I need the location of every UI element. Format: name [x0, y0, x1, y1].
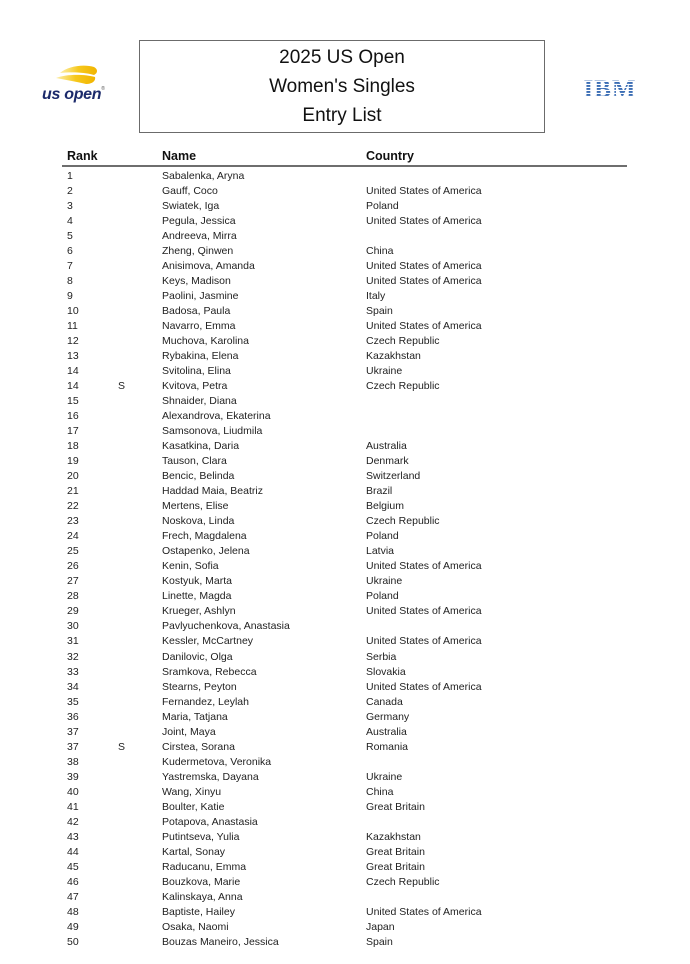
title-event: 2025 US Open	[279, 47, 405, 68]
rank-cell: 12	[67, 335, 79, 348]
name-cell: Maria, Tatjana	[162, 710, 228, 723]
table-row	[62, 169, 627, 184]
entry-list	[62, 169, 627, 950]
table-row	[62, 364, 627, 379]
rank-cell: 22	[67, 500, 79, 513]
table-row	[62, 770, 627, 785]
rank-cell: 37	[67, 725, 79, 738]
country-cell: Australia	[366, 725, 407, 738]
ibm-logo	[580, 76, 640, 100]
name-cell: Muchova, Karolina	[162, 335, 249, 348]
country-cell: United States of America	[366, 215, 482, 228]
name-cell: Svitolina, Elina	[162, 365, 231, 378]
name-cell: Ostapenko, Jelena	[162, 545, 250, 558]
rank-cell: 15	[67, 395, 79, 408]
rank-cell: 33	[67, 665, 79, 678]
rank-cell: 30	[67, 620, 79, 633]
rank-cell: 5	[67, 230, 73, 243]
country-cell: Slovakia	[366, 665, 406, 678]
rank-cell: 25	[67, 545, 79, 558]
rank-cell: 21	[67, 485, 79, 498]
name-cell: Yastremska, Dayana	[162, 770, 259, 783]
country-cell: China	[366, 785, 394, 798]
rank-cell: 11	[67, 320, 78, 333]
rank-cell: 48	[67, 905, 79, 918]
table-row	[62, 740, 627, 755]
name-cell: Sramkova, Rebecca	[162, 665, 257, 678]
header-rank: Rank	[67, 149, 98, 163]
us-open-logo	[42, 64, 114, 110]
country-cell: Czech Republic	[366, 335, 440, 348]
header-country: Country	[366, 149, 414, 163]
country-cell: Canada	[366, 695, 403, 708]
ibm-text: IBM	[583, 76, 637, 100]
country-cell: Czech Republic	[366, 875, 440, 888]
rank-cell: 38	[67, 755, 79, 768]
country-cell: Spain	[366, 305, 393, 318]
name-cell: Krueger, Ashlyn	[162, 605, 236, 618]
rank-cell: 14	[67, 365, 79, 378]
rank-cell: 8	[67, 275, 73, 288]
rank-cell: 47	[67, 890, 79, 903]
rank-cell: 16	[67, 410, 79, 423]
name-cell: Wang, Xinyu	[162, 785, 222, 798]
rank-cell: 26	[67, 560, 79, 573]
tennis-ball-flame-icon	[54, 64, 98, 86]
table-row	[62, 499, 627, 514]
rank-cell: 32	[67, 650, 79, 663]
country-cell: United States of America	[366, 260, 482, 273]
name-cell: Rybakina, Elena	[162, 350, 239, 363]
name-cell: Keys, Madison	[162, 275, 231, 288]
table-row	[62, 184, 627, 199]
rank-cell: 36	[67, 710, 79, 723]
name-cell: Kalinskaya, Anna	[162, 890, 243, 903]
name-cell: Samsonova, Liudmila	[162, 425, 263, 438]
table-row	[62, 710, 627, 725]
rank-cell: 13	[67, 350, 79, 363]
title-box	[139, 40, 545, 133]
name-cell: Haddad Maia, Beatriz	[162, 485, 263, 498]
name-cell: Kostyuk, Marta	[162, 575, 233, 588]
name-cell: Putintseva, Yulia	[162, 830, 240, 843]
country-cell: Poland	[366, 530, 399, 543]
name-cell: Potapova, Anastasia	[162, 815, 258, 828]
country-cell: Great Britain	[366, 800, 425, 813]
table-row	[62, 604, 627, 619]
rank-cell: 23	[67, 515, 79, 528]
name-cell: Bencic, Belinda	[162, 470, 235, 483]
country-cell: Poland	[366, 590, 399, 603]
name-cell: Boulter, Katie	[162, 800, 225, 813]
table-row	[62, 755, 627, 770]
title-list-type: Entry List	[302, 105, 382, 126]
table-row	[62, 349, 627, 364]
country-cell: Japan	[366, 920, 395, 933]
country-cell: Poland	[366, 200, 399, 213]
rank-cell: 20	[67, 470, 79, 483]
country-cell: United States of America	[366, 635, 482, 648]
table-row	[62, 935, 627, 950]
country-cell: Ukraine	[366, 365, 403, 378]
name-cell: Alexandrova, Ekaterina	[162, 410, 271, 423]
title-draw: Women's Singles	[269, 76, 415, 97]
rank-cell: 17	[67, 425, 79, 438]
country-cell: Great Britain	[366, 860, 425, 873]
country-cell: China	[366, 245, 394, 258]
country-cell: Czech Republic	[366, 515, 440, 528]
table-row	[62, 574, 627, 589]
name-cell: Frech, Magdalena	[162, 530, 247, 543]
country-cell: Kazakhstan	[366, 830, 421, 843]
rank-cell: 4	[67, 215, 73, 228]
table-row	[62, 484, 627, 499]
country-cell: United States of America	[366, 320, 482, 333]
country-cell: Kazakhstan	[366, 350, 421, 363]
table-row	[62, 650, 627, 665]
special-flag-cell: S	[118, 380, 126, 393]
table-row	[62, 800, 627, 815]
name-cell: Raducanu, Emma	[162, 860, 247, 873]
rank-cell: 24	[67, 530, 79, 543]
table-row	[62, 289, 627, 304]
table-row	[62, 905, 627, 920]
table-row	[62, 860, 627, 875]
name-cell: Cirstea, Sorana	[162, 740, 235, 753]
table-row	[62, 619, 627, 634]
table-row	[62, 634, 627, 649]
name-cell: Danilovic, Olga	[162, 650, 233, 663]
rank-cell: 37	[67, 740, 79, 753]
registered-mark: ®	[101, 86, 105, 92]
country-cell: Romania	[366, 740, 409, 753]
country-cell: Czech Republic	[366, 380, 440, 393]
rank-cell: 1	[67, 170, 73, 182]
table-row	[62, 454, 627, 469]
table-row	[62, 559, 627, 574]
table-row	[62, 845, 627, 860]
ibm-striped-logo-icon	[580, 76, 640, 100]
table-row	[62, 439, 627, 454]
table-row	[62, 379, 627, 394]
table-row	[62, 229, 627, 244]
name-cell: Kartal, Sonay	[162, 845, 226, 858]
rank-cell: 29	[67, 605, 79, 618]
rank-cell: 42	[67, 815, 79, 828]
country-cell: United States of America	[366, 605, 482, 618]
table-row	[62, 514, 627, 529]
name-cell: Pegula, Jessica	[162, 215, 236, 228]
country-cell: Italy	[366, 290, 386, 303]
name-cell: Bouzas Maneiro, Jessica	[162, 935, 279, 948]
country-cell: United States of America	[366, 185, 482, 198]
table-row	[62, 680, 627, 695]
table-row	[62, 725, 627, 740]
special-flag-cell: S	[118, 740, 126, 753]
rank-cell: 34	[67, 680, 79, 693]
name-cell: Anisimova, Amanda	[162, 260, 255, 273]
table-row	[62, 274, 627, 289]
country-cell: Spain	[366, 935, 393, 948]
country-cell: Serbia	[366, 650, 397, 663]
name-cell: Pavlyuchenkova, Anastasia	[162, 620, 290, 633]
table-row	[62, 695, 627, 710]
table-row	[62, 665, 627, 680]
country-cell: Ukraine	[366, 770, 403, 783]
table-row	[62, 394, 627, 409]
table-header	[62, 148, 627, 167]
country-cell: United States of America	[366, 680, 482, 693]
rank-cell: 2	[67, 185, 73, 198]
country-cell: Brazil	[366, 485, 393, 498]
table-row	[62, 830, 627, 845]
table-row	[62, 920, 627, 935]
rank-cell: 19	[67, 455, 79, 468]
name-cell: Sabalenka, Aryna	[162, 170, 245, 182]
rank-cell: 14	[67, 380, 79, 393]
name-cell: Kenin, Sofia	[162, 560, 219, 573]
rank-cell: 9	[67, 290, 73, 303]
name-cell: Fernandez, Leylah	[162, 695, 249, 708]
us-open-text: us open	[42, 86, 102, 103]
country-cell: Latvia	[366, 545, 395, 558]
rank-cell: 7	[67, 260, 73, 273]
country-cell: Australia	[366, 440, 407, 453]
table-row	[62, 319, 627, 334]
name-cell: Andreeva, Mirra	[162, 230, 237, 243]
table-row	[62, 259, 627, 274]
country-cell: United States of America	[366, 560, 482, 573]
rank-cell: 46	[67, 875, 79, 888]
country-cell: Switzerland	[366, 470, 421, 483]
rank-cell: 35	[67, 695, 79, 708]
rank-cell: 49	[67, 920, 79, 933]
rank-cell: 28	[67, 590, 79, 603]
table-row	[62, 409, 627, 424]
table-row	[62, 304, 627, 319]
name-cell: Tauson, Clara	[162, 455, 227, 468]
rank-cell: 45	[67, 860, 79, 873]
name-cell: Paolini, Jasmine	[162, 290, 239, 303]
name-cell: Badosa, Paula	[162, 305, 231, 318]
table-row	[62, 875, 627, 890]
name-cell: Kasatkina, Daria	[162, 440, 240, 453]
table-row	[62, 890, 627, 905]
table-row	[62, 424, 627, 439]
table-row	[62, 244, 627, 259]
rank-cell: 50	[67, 935, 79, 948]
name-cell: Kessler, McCartney	[162, 635, 254, 648]
name-cell: Kvitova, Petra	[162, 380, 228, 393]
name-cell: Linette, Magda	[162, 590, 232, 603]
country-cell: Germany	[366, 710, 410, 723]
country-cell: United States of America	[366, 905, 482, 918]
name-cell: Shnaider, Diana	[162, 395, 237, 408]
name-cell: Mertens, Elise	[162, 500, 229, 513]
name-cell: Swiatek, Iga	[162, 200, 220, 213]
rank-cell: 43	[67, 830, 79, 843]
country-cell: United States of America	[366, 275, 482, 288]
name-cell: Kudermetova, Veronika	[162, 755, 272, 768]
name-cell: Gauff, Coco	[162, 185, 218, 198]
country-cell: Great Britain	[366, 845, 425, 858]
name-cell: Zheng, Qinwen	[162, 245, 234, 258]
table-row	[62, 199, 627, 214]
table-row	[62, 785, 627, 800]
table-row	[62, 334, 627, 349]
rank-cell: 3	[67, 200, 73, 213]
table-row	[62, 544, 627, 559]
country-cell: Denmark	[366, 455, 409, 468]
table-row	[62, 529, 627, 544]
rank-cell: 40	[67, 785, 79, 798]
country-cell: Ukraine	[366, 575, 403, 588]
rank-cell: 6	[67, 245, 73, 258]
rank-cell: 18	[67, 440, 79, 453]
name-cell: Bouzkova, Marie	[162, 875, 241, 888]
name-cell: Joint, Maya	[162, 725, 216, 738]
table-row	[62, 589, 627, 604]
name-cell: Noskova, Linda	[162, 515, 235, 528]
rank-cell: 27	[67, 575, 79, 588]
rank-cell: 31	[67, 635, 79, 648]
country-cell: Belgium	[366, 500, 404, 513]
header-name: Name	[162, 149, 197, 163]
name-cell: Stearns, Peyton	[162, 680, 237, 693]
us-open-wordmark	[42, 86, 105, 104]
name-cell: Baptiste, Hailey	[162, 905, 235, 918]
rank-cell: 10	[67, 305, 79, 318]
name-cell: Osaka, Naomi	[162, 920, 229, 933]
rank-cell: 41	[67, 800, 79, 813]
rank-cell: 39	[67, 770, 79, 783]
rank-cell: 44	[67, 845, 79, 858]
table-row	[62, 815, 627, 830]
table-row	[62, 469, 627, 484]
name-cell: Navarro, Emma	[162, 320, 236, 333]
table-row	[62, 214, 627, 229]
